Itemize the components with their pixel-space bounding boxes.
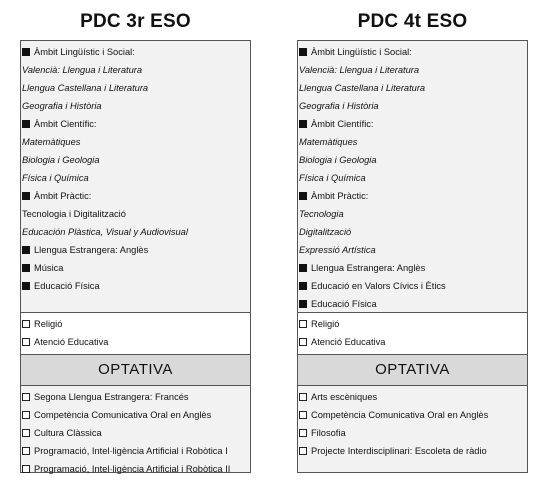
subject-row <box>298 115 527 133</box>
empty-checkbox-icon <box>299 411 307 419</box>
empty-checkbox-icon <box>299 393 307 401</box>
subject-row <box>21 79 250 97</box>
filled-square-icon <box>299 264 307 272</box>
subject-label: Biologia i Geologia <box>299 155 377 165</box>
subject-label: Arts escèniques <box>311 392 378 402</box>
column-3r-eso <box>20 0 251 473</box>
core-subjects <box>21 41 250 313</box>
subject-row <box>298 43 527 61</box>
filled-square-icon <box>22 264 30 272</box>
filled-square-icon <box>22 120 30 128</box>
subject-label: Àmbit Lingüístic i Social: <box>34 47 135 57</box>
empty-checkbox-icon <box>22 320 30 328</box>
subject-table <box>20 40 251 473</box>
subject-row <box>21 388 250 406</box>
subject-row <box>298 295 527 313</box>
subject-label: Atenció Educativa <box>34 337 109 347</box>
subject-row <box>21 187 250 205</box>
subject-label: Física i Química <box>22 173 89 183</box>
empty-checkbox-icon <box>299 320 307 328</box>
empty-checkbox-icon <box>22 429 30 437</box>
subject-label: Àmbit Científic: <box>311 119 374 129</box>
subject-label: Religió <box>34 319 63 329</box>
subject-label: Cultura Clàssica <box>34 428 102 438</box>
optativa-header: OPTATIVA <box>298 355 527 386</box>
subject-row <box>21 241 250 259</box>
subject-row <box>298 259 527 277</box>
subject-row <box>21 43 250 61</box>
subject-label: Àmbit Lingüístic i Social: <box>311 47 412 57</box>
column-title: PDC 3r ESO <box>80 11 191 32</box>
subject-row <box>21 97 250 115</box>
optativa-subjects <box>298 386 527 472</box>
optativa-subjects <box>21 386 250 472</box>
subject-row <box>298 424 527 442</box>
subject-label: Valencià: Llengua i Literatura <box>299 65 420 75</box>
subject-row <box>21 205 250 223</box>
subject-label: Biologia i Geologia <box>22 155 100 165</box>
subject-row <box>298 315 527 333</box>
subject-label: Llengua Castellana i Literatura <box>22 83 149 93</box>
subject-label: Educació Física <box>34 281 100 291</box>
empty-checkbox-icon <box>22 393 30 401</box>
subject-row <box>21 61 250 79</box>
subject-label: Educació en Valors Cívics i Ètics <box>311 281 446 291</box>
subject-row <box>21 277 250 295</box>
column-4t-eso <box>297 0 528 473</box>
subject-label: Llengua Castellana i Literatura <box>299 83 426 93</box>
empty-checkbox-icon <box>22 447 30 455</box>
filled-square-icon <box>22 48 30 56</box>
subject-label: Filosofia <box>311 428 346 438</box>
religion-section <box>298 313 527 355</box>
subject-row <box>298 61 527 79</box>
filled-square-icon <box>22 282 30 290</box>
subject-row <box>21 442 250 460</box>
subject-label: Educación Plàstica, Visual y Audiovisual <box>22 227 188 237</box>
subject-row <box>298 79 527 97</box>
subject-row <box>21 406 250 424</box>
subject-label: Religió <box>311 319 340 329</box>
filled-square-icon <box>299 192 307 200</box>
subject-label: Competència Comunicativa Oral en Anglès <box>34 410 212 420</box>
empty-checkbox-icon <box>299 338 307 346</box>
empty-checkbox-icon <box>22 465 30 473</box>
subject-label: Projecte Interdisciplinari: Escoleta de ràdio <box>311 446 487 456</box>
subject-row <box>21 133 250 151</box>
core-subjects <box>298 41 527 313</box>
subject-label: Llengua Estrangera: Anglès <box>311 263 426 273</box>
filled-square-icon <box>22 192 30 200</box>
subject-label: Geografia i Història <box>299 101 379 111</box>
subject-label: Educació Física <box>311 299 377 309</box>
filled-square-icon <box>299 300 307 308</box>
subject-label: Expressió Artística <box>299 245 376 255</box>
subject-row <box>21 460 250 478</box>
subject-row <box>298 277 527 295</box>
subject-label: Matemàtiques <box>22 137 81 147</box>
subject-row <box>298 223 527 241</box>
subject-row <box>298 151 527 169</box>
subject-row <box>298 97 527 115</box>
subject-row <box>298 388 527 406</box>
empty-checkbox-icon <box>22 338 30 346</box>
subject-label: Física i Química <box>299 173 366 183</box>
subject-row <box>21 259 250 277</box>
subject-label: Àmbit Pràctic: <box>311 191 369 201</box>
subject-label: Àmbit Pràctic: <box>34 191 92 201</box>
religion-section <box>21 313 250 355</box>
subject-label: Tecnologia i Digitalització <box>22 209 126 219</box>
subject-row <box>21 315 250 333</box>
subject-row <box>298 205 527 223</box>
subject-label: Matemàtiques <box>299 137 358 147</box>
subject-label: Valencià: Llengua i Literatura <box>22 65 143 75</box>
subject-row <box>298 406 527 424</box>
subject-label: Tecnologia <box>299 209 344 219</box>
filled-square-icon <box>299 120 307 128</box>
subject-row <box>21 223 250 241</box>
subject-row <box>21 151 250 169</box>
filled-square-icon <box>22 246 30 254</box>
subject-row <box>21 169 250 187</box>
subject-label: Competència Comunicativa Oral en Anglès <box>311 410 489 420</box>
subject-label: Àmbit Científic: <box>34 119 97 129</box>
filled-square-icon <box>299 282 307 290</box>
subject-row <box>298 333 527 351</box>
subject-label: Atenció Educativa <box>311 337 386 347</box>
subject-row <box>21 424 250 442</box>
subject-row <box>21 333 250 351</box>
subject-row <box>298 133 527 151</box>
subject-row <box>298 241 527 259</box>
subject-label: Geografia i Història <box>22 101 102 111</box>
empty-checkbox-icon <box>299 429 307 437</box>
subject-table <box>297 40 528 473</box>
subject-label: Programació, Intel·ligència Artificial i Robòtica II <box>34 464 231 474</box>
subject-row <box>298 169 527 187</box>
subject-row <box>298 187 527 205</box>
subject-label: Segona Llengua Estrangera: Francés <box>34 392 189 402</box>
subject-label: Llengua Estrangera: Anglès <box>34 245 149 255</box>
subject-label: Música <box>34 263 64 273</box>
subject-label: Programació, Intel·ligència Artificial i Robòtica I <box>34 446 228 456</box>
subject-row <box>298 442 527 460</box>
empty-checkbox-icon <box>299 447 307 455</box>
subject-label: Digitalització <box>299 227 352 237</box>
filled-square-icon <box>299 48 307 56</box>
subject-row <box>21 115 250 133</box>
column-title: PDC 4t ESO <box>357 11 468 32</box>
optativa-header: OPTATIVA <box>21 355 250 386</box>
empty-checkbox-icon <box>22 411 30 419</box>
